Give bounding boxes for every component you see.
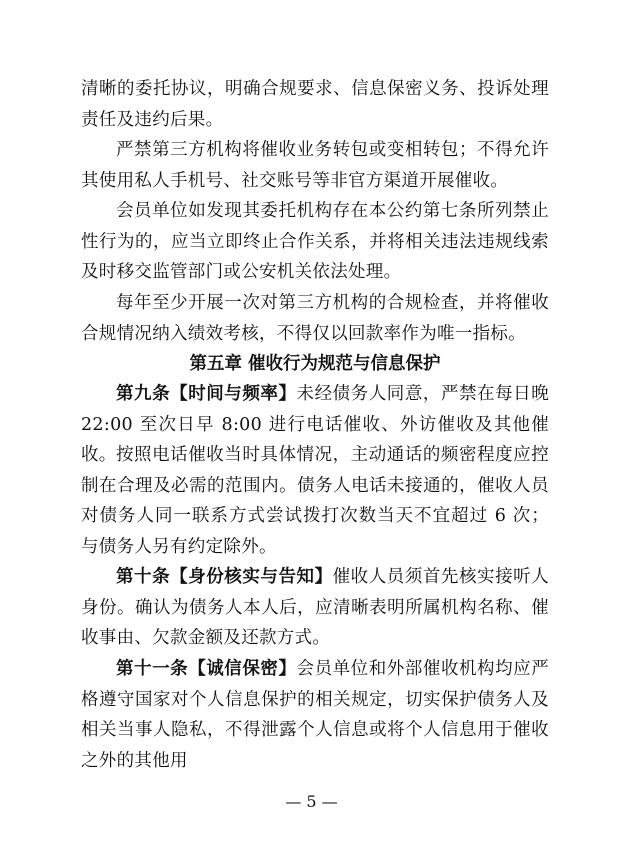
article-10 xyxy=(81,562,549,654)
article-11-body: 会员单位和外部催收机构均应严格遵守国家对个人信息保护的相关规定，切实保护债务人及相关当事人隐私，不得泄露个人信息或将个人信息用于催收之外的其他用 xyxy=(81,659,550,771)
article-11-title: 第十一条【诚信保密】 xyxy=(116,659,297,679)
page-number: — 5 — xyxy=(285,792,338,811)
article-11 xyxy=(81,654,549,776)
paragraph-no-subcontract: 严禁第三方机构将催收业务转包或变相转包；不得允许其使用私人手机号、社交账号等非官方渠道开展催收。 xyxy=(81,140,549,191)
article-9-body: 未经债务人同意，严禁在每日晚 22:00 至次日早 8:00 进行电话催收、外访催收及其他催收。 xyxy=(81,384,550,465)
article-10-title: 第十条【身份核实与告知】 xyxy=(116,567,333,587)
paragraph-call-frequency: 按照电话催收当时具体情况，主动通话的频密程度应控制在合理及必需的范围内。债务人电话未接通的，催收人员对债务人同一联系方式尝试拨打次数当天不宜超过 6 次；与债务人另有约定除外。 xyxy=(81,445,549,557)
article-10-body: 催收人员须首先核实接听人身份。确认为债务人本人后，应清晰表明所属机构名称、催收事由、欠款金额及还款方式。 xyxy=(81,567,549,648)
paragraph-terminate-cooperation: 会员单位如发现其委托机构存在本公约第七条所列禁止性行为的，应当立即终止合作关系，并将相关违法违规线索及时移交监管部门或公安机关依法处理。 xyxy=(81,201,549,282)
article-9-title: 第九条【时间与频率】 xyxy=(116,384,297,404)
paragraph-contract-terms: 清晰的委托协议，明确合规要求、信息保密义务、投诉处理责任及违约后果。 xyxy=(81,79,549,130)
chapter-title: 第五章 催收行为规范与信息保护 xyxy=(189,354,441,374)
paragraph-annual-inspection: 每年至少开展一次对第三方机构的合规检查，并将催收合规情况纳入绩效考核，不得仅以回款率作为唯一指标。 xyxy=(81,293,549,344)
